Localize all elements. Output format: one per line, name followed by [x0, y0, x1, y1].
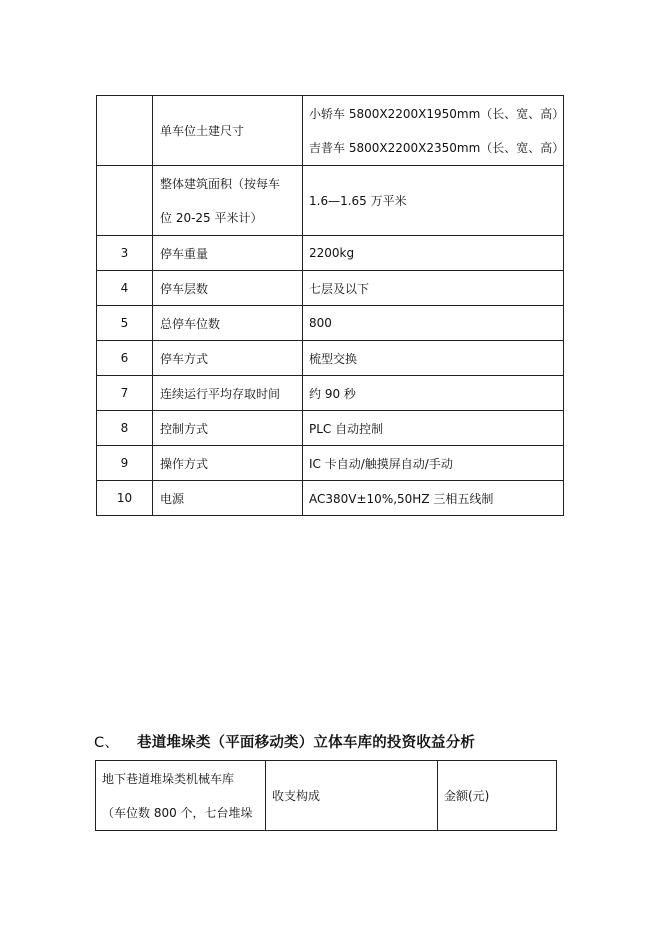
row-label	[153, 166, 303, 236]
table-row	[97, 236, 564, 271]
description-line: 地下巷道堆垛类机械车库	[102, 772, 235, 786]
row-label: 操作方式	[153, 446, 303, 481]
description-line: （车位数 800 个，七台堆垛	[102, 806, 253, 820]
value-line: 小轿车 5800X2200X1950mm（长、宽、高）	[309, 106, 565, 121]
investment-analysis-table	[95, 760, 557, 831]
table-row	[97, 306, 564, 341]
table-row	[97, 446, 564, 481]
row-number: 3	[97, 236, 153, 271]
row-number: 8	[97, 411, 153, 446]
value-line: 吉普车 5800X2200X2350mm（长、宽、高）	[309, 140, 565, 155]
row-number: 10	[97, 481, 153, 516]
row-number-cell	[97, 166, 153, 236]
row-value: AC380V±10%,50HZ 三相五线制	[303, 481, 564, 516]
label-line: 位 20-25 平米计）	[160, 210, 263, 225]
table-row	[97, 271, 564, 306]
label-line: 整体建筑面积（按每车	[160, 176, 281, 191]
garage-description-cell	[96, 761, 266, 831]
section-title: 巷道堆垛类（平面移动类）立体车库的投资收益分析	[137, 735, 476, 751]
row-value: 梳型交换	[303, 341, 564, 376]
row-number-cell	[97, 96, 153, 166]
row-label: 控制方式	[153, 411, 303, 446]
row-value: 1.6—1.65 万平米	[303, 166, 564, 236]
row-number: 7	[97, 376, 153, 411]
table-row	[97, 96, 564, 166]
table-row	[96, 761, 557, 831]
row-label: 连续运行平均存取时间	[153, 376, 303, 411]
row-value: IC 卡自动/触摸屏自动/手动	[303, 446, 564, 481]
row-label: 总停车位数	[153, 306, 303, 341]
table-row	[97, 341, 564, 376]
row-label: 停车方式	[153, 341, 303, 376]
row-number: 6	[97, 341, 153, 376]
row-value: 2200kg	[303, 236, 564, 271]
row-value: 800	[303, 306, 564, 341]
row-number: 9	[97, 446, 153, 481]
section-heading	[94, 731, 475, 752]
section-prefix: C、	[94, 735, 120, 751]
revenue-composition-header: 收支构成	[266, 761, 438, 831]
row-number: 5	[97, 306, 153, 341]
table-row	[97, 481, 564, 516]
row-label: 停车层数	[153, 271, 303, 306]
table-row	[97, 411, 564, 446]
table-row	[97, 166, 564, 236]
row-label: 停车重量	[153, 236, 303, 271]
row-value: 约 90 秒	[303, 376, 564, 411]
parking-spec-table	[96, 95, 564, 516]
row-value: PLC 自动控制	[303, 411, 564, 446]
amount-header: 金额(元)	[438, 761, 557, 831]
table-row	[97, 376, 564, 411]
row-value: 七层及以下	[303, 271, 564, 306]
row-number: 4	[97, 271, 153, 306]
row-label: 电源	[153, 481, 303, 516]
row-label: 单车位土建尺寸	[153, 96, 303, 166]
row-value	[303, 96, 564, 166]
